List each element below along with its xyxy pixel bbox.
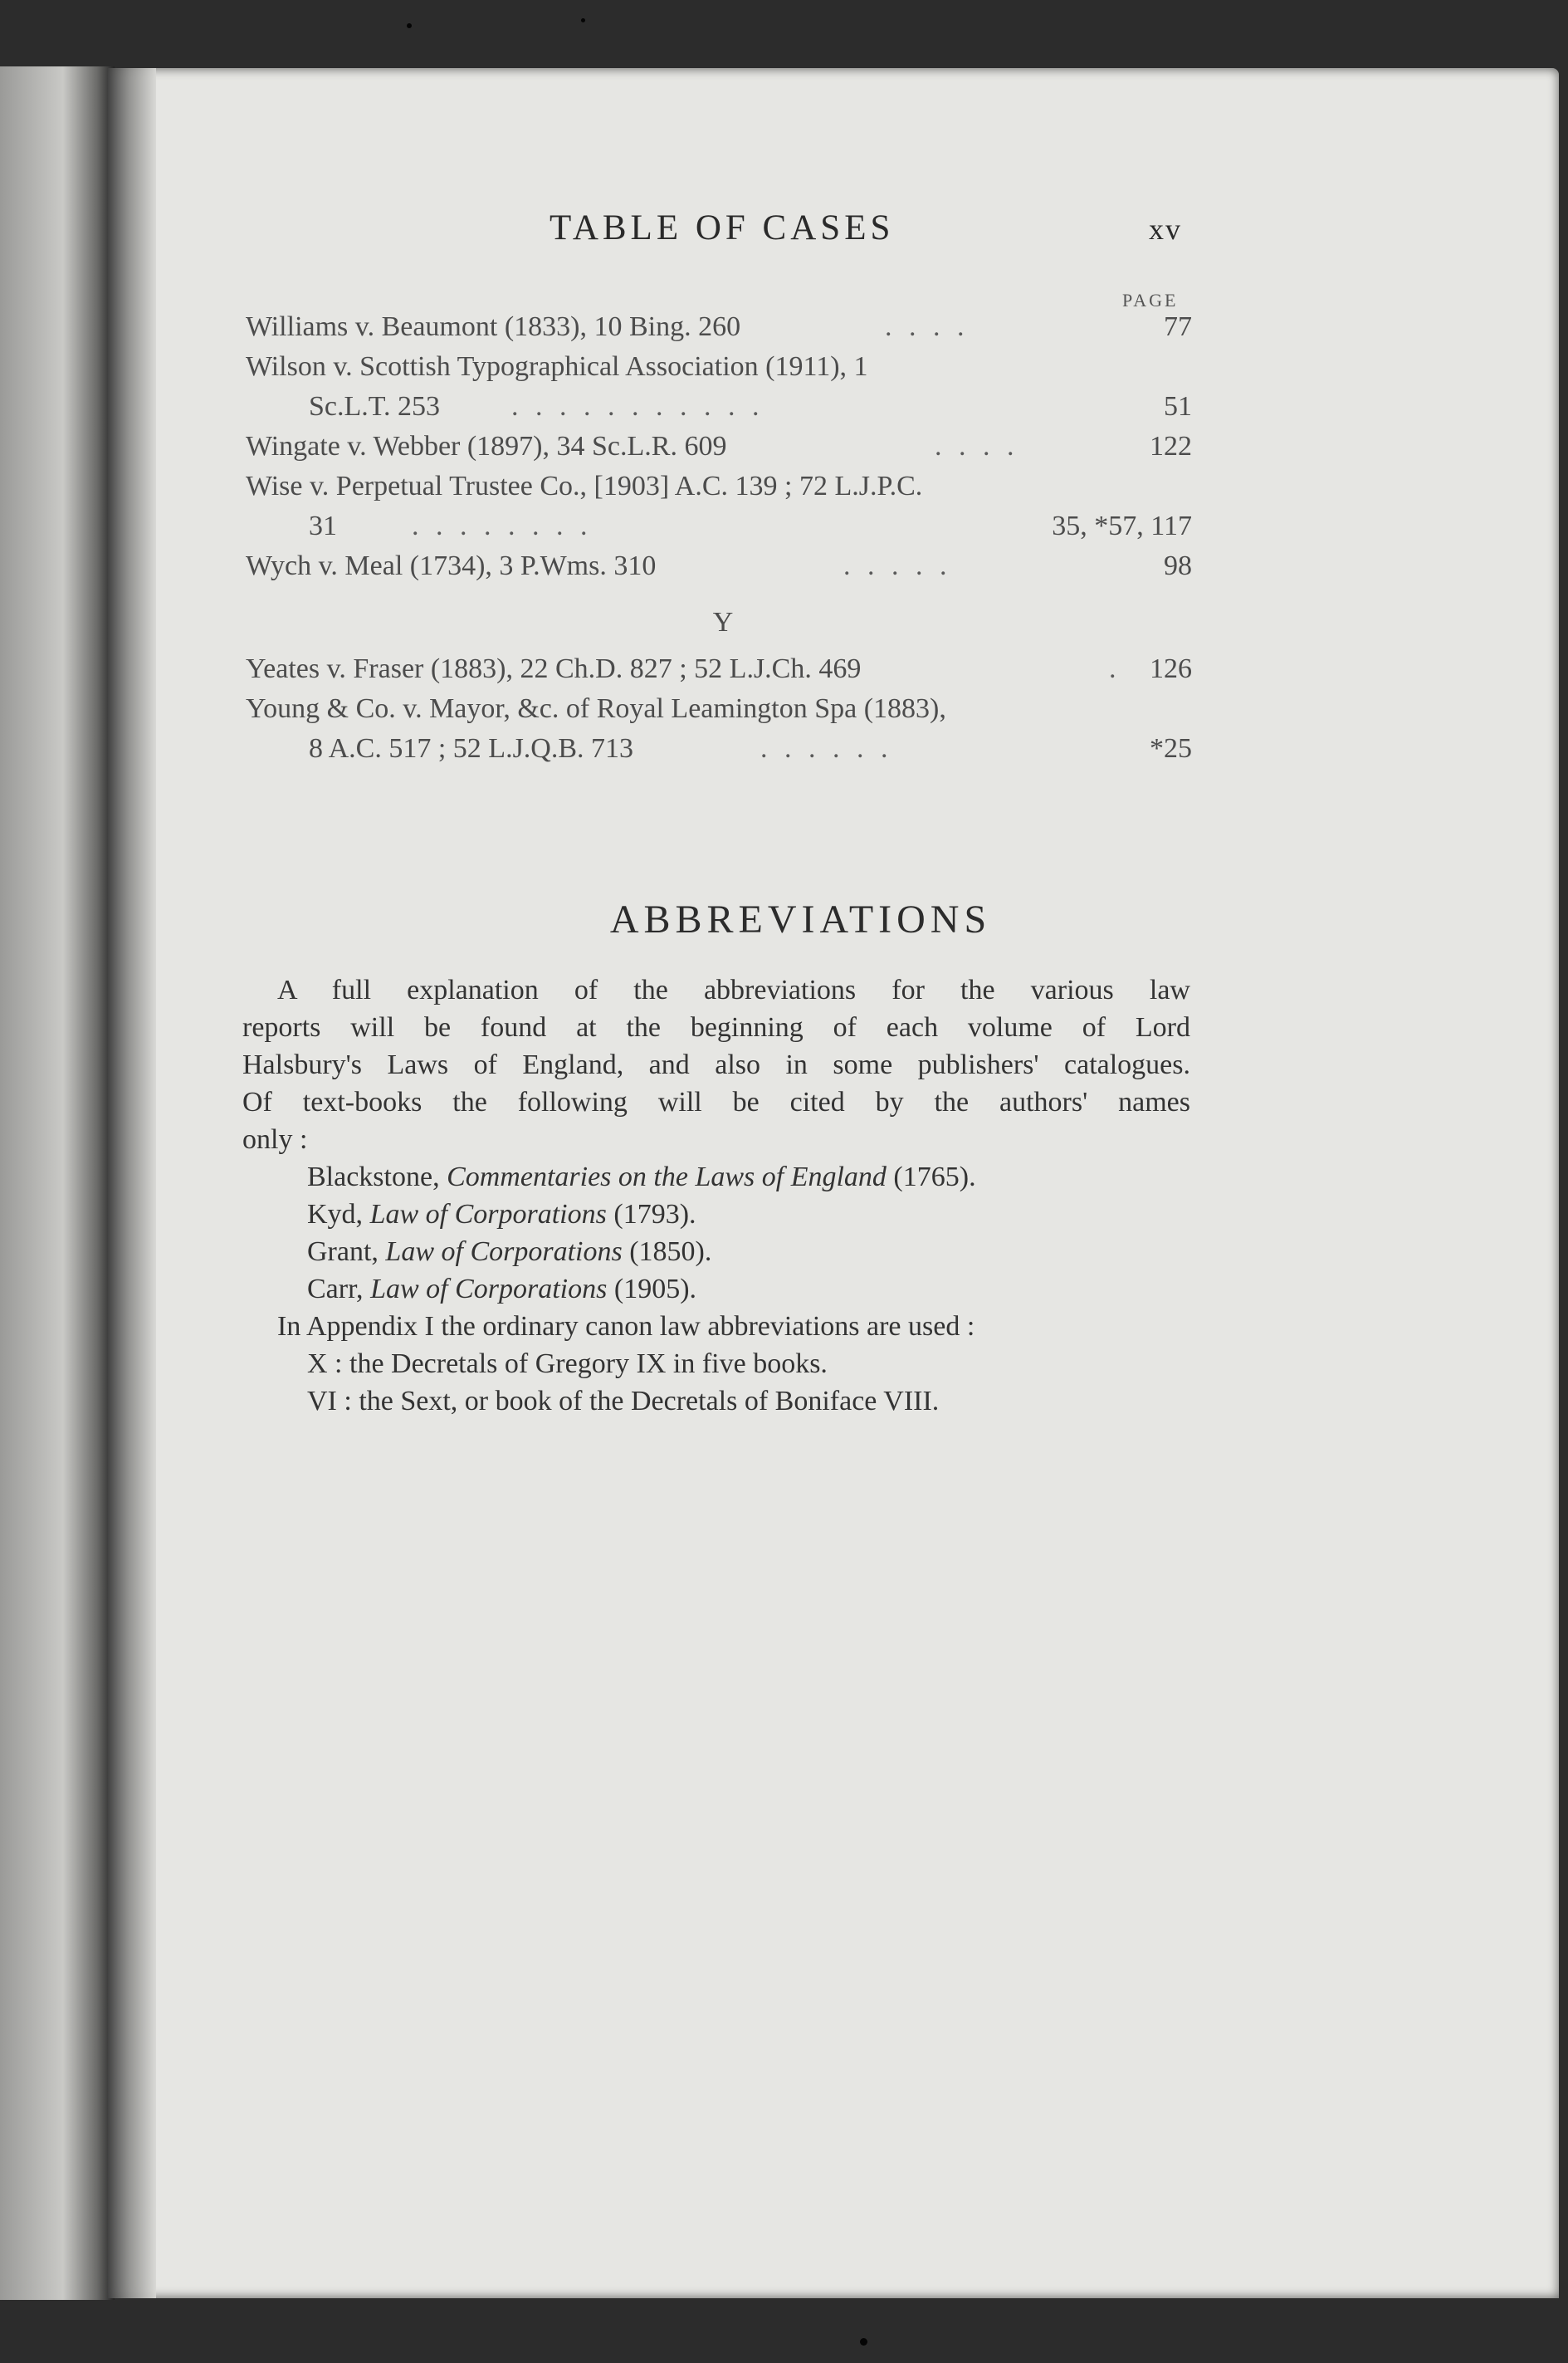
cited-book	[242, 1196, 1190, 1233]
case-citation: 31	[309, 511, 337, 541]
case-entry	[246, 347, 1192, 387]
running-title: TABLE OF CASES	[550, 208, 895, 247]
spacer	[246, 586, 1192, 596]
table-of-cases	[246, 307, 1192, 769]
cited-book	[242, 1158, 1190, 1196]
cited-book	[242, 1270, 1190, 1308]
book-year: (1905).	[613, 1274, 697, 1304]
book-author: Kyd,	[307, 1199, 364, 1230]
canon-abbreviation: X : the Decretals of Gregory IX in five books.	[307, 1348, 828, 1379]
book-author: Blackstone,	[307, 1162, 440, 1192]
book-title: Law of Corporations	[369, 1199, 607, 1230]
leader-dots: .	[1109, 653, 1121, 684]
case-entry	[246, 729, 1192, 769]
scan-spot	[581, 18, 585, 22]
case-citation: Sc.L.T. 253	[309, 391, 441, 422]
appendix-note: In Appendix I the ordinary canon law abbreviations are used :	[277, 1311, 975, 1342]
book-year: (1793).	[613, 1199, 696, 1230]
case-citation: Williams v. Beaumont (1833), 10 Bing. 260	[246, 311, 741, 342]
case-entry	[246, 467, 1192, 506]
canon-abbreviation: VI : the Sext, or book of the Decretals of Boniface VIII.	[307, 1386, 940, 1416]
leader-dots: . . . . .	[843, 550, 952, 581]
intro-line: A full explanation of the abbreviations for the various law	[277, 975, 1190, 1005]
book-title: Law of Corporations	[370, 1274, 608, 1304]
case-citation: Wingate v. Webber (1897), 34 Sc.L.R. 609	[246, 431, 727, 462]
leader-dots: . . . . . . . .	[412, 511, 593, 541]
section-letter: Y	[712, 607, 734, 638]
leader-dots: . . . . . .	[760, 733, 893, 764]
case-page-ref: *25	[1150, 733, 1192, 764]
scan-spot	[860, 2338, 867, 2346]
case-page-ref: 35, *57, 117	[1052, 511, 1192, 541]
intro-line: reports will be found at the beginning of each volume of Lord	[242, 1012, 1190, 1043]
case-entry	[246, 387, 1192, 427]
book-title: Commentaries on the Laws of England	[447, 1162, 887, 1192]
page-number: xv	[1149, 213, 1182, 246]
abbreviations-heading: ABBREVIATIONS	[609, 898, 992, 942]
intro-line: only :	[242, 1124, 308, 1155]
book-year: (1850).	[629, 1236, 712, 1267]
facing-page-edge	[0, 66, 115, 2300]
leader-dots: . . . .	[935, 431, 1019, 462]
case-page-ref: 77	[1164, 311, 1192, 342]
case-entry	[246, 307, 1192, 347]
page-gutter	[108, 68, 156, 2298]
case-entry	[246, 546, 1192, 586]
abbreviations-section	[242, 971, 1190, 1420]
case-page-ref: 126	[1150, 653, 1192, 684]
case-page-ref: 122	[1150, 431, 1192, 462]
case-entry	[246, 689, 1192, 729]
leader-dots: . . . . . . . . . . .	[511, 391, 764, 422]
book-author: Carr,	[307, 1274, 364, 1304]
intro-line: Of text-books the following will be cited by the authors' names	[242, 1087, 1190, 1118]
case-entry	[246, 649, 1192, 689]
case-page-ref: 98	[1164, 550, 1192, 581]
case-citation: Young & Co. v. Mayor, &c. of Royal Leamington Spa (1883),	[246, 693, 946, 724]
case-page-ref: 51	[1164, 391, 1192, 422]
case-entry	[246, 506, 1192, 546]
case-citation: Wych v. Meal (1734), 3 P.Wms. 310	[246, 550, 657, 581]
scan-spot	[407, 23, 412, 28]
intro-line: Halsbury's Laws of England, and also in some publishers' catalogues.	[242, 1049, 1190, 1080]
abbreviations-intro	[242, 971, 1190, 1158]
leader-dots: . . . .	[885, 311, 970, 342]
case-citation: 8 A.C. 517 ; 52 L.J.Q.B. 713	[309, 733, 634, 764]
case-entry	[246, 427, 1192, 467]
case-citation: Wise v. Perpetual Trustee Co., [1903] A.C. 139 ; 72 L.J.P.C.	[246, 471, 923, 501]
page-column-label: PAGE	[1122, 290, 1179, 311]
book-title: Law of Corporations	[385, 1236, 623, 1267]
case-citation: Yeates v. Fraser (1883), 22 Ch.D. 827 ; 52 L.J.Ch. 469	[246, 653, 862, 684]
cited-book	[242, 1233, 1190, 1270]
book-year: (1765).	[893, 1162, 976, 1192]
book-author: Grant,	[307, 1236, 379, 1267]
case-citation: Wilson v. Scottish Typographical Association (1911), 1	[246, 351, 868, 382]
